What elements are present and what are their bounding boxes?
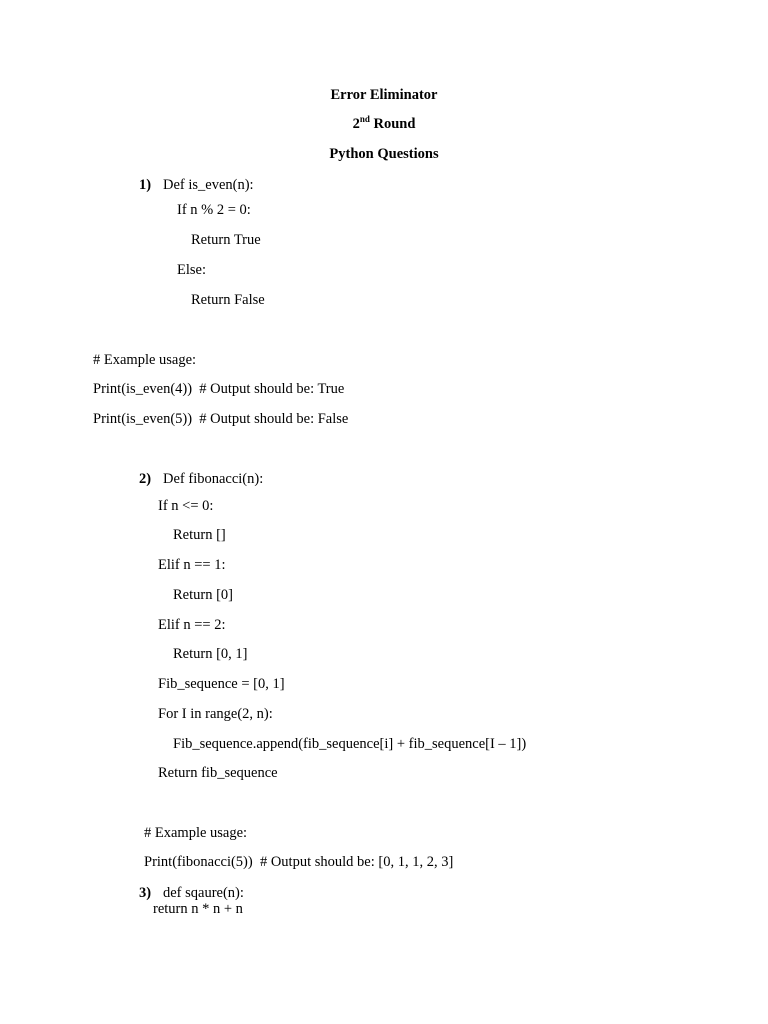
q1-example-line: Print(is_even(4)) # Output should be: True [93,381,345,397]
q1-code-line: Return True [191,232,261,248]
q2-code-line: Return [0, 1] [173,646,248,662]
q2-code-line: Return [0] [173,587,233,603]
q3-code-line: def sqaure(n): [163,885,244,901]
q2-code-line: Fib_sequence.append(fib_sequence[i] + fib_sequence[I – 1]) [173,736,527,752]
q2-code-line: Def fibonacci(n): [163,471,264,487]
question-2-number: 2) [139,471,152,487]
q2-code-line: If n <= 0: [158,498,214,514]
q1-code-line: Return False [191,292,265,308]
round-number: 2 [352,116,360,132]
round-heading [0,115,768,133]
q1-code-line: If n % 2 = 0: [177,202,251,218]
q2-code-line: Return fib_sequence [158,765,278,781]
q3-code-line: return n * n + n [153,901,243,917]
q1-code-line: Else: [177,262,206,278]
q2-code-line: Return [] [173,527,226,543]
q2-example-line: # Example usage: [144,825,248,841]
q2-code-line: Fib_sequence = [0, 1] [158,676,285,692]
question-3-number: 3) [139,885,152,901]
q2-code-line: Elif n == 1: [158,557,226,573]
q1-code-line: Def is_even(n): [163,177,254,193]
q1-example-line: Print(is_even(5)) # Output should be: False [93,411,349,427]
round-ordinal-suffix: nd [359,114,370,124]
q2-code-line: For I in range(2, n): [158,706,273,722]
q2-example-line: Print(fibonacci(5)) # Output should be: [0, 1, 1, 2, 3] [144,854,454,870]
question-1-number: 1) [139,177,152,193]
q2-code-line: Elif n == 2: [158,617,226,633]
round-word: Round [373,116,416,132]
document-subtitle: Python Questions [329,146,439,162]
document-title: Error Eliminator [330,87,438,103]
q1-example-line: # Example usage: [93,352,197,368]
